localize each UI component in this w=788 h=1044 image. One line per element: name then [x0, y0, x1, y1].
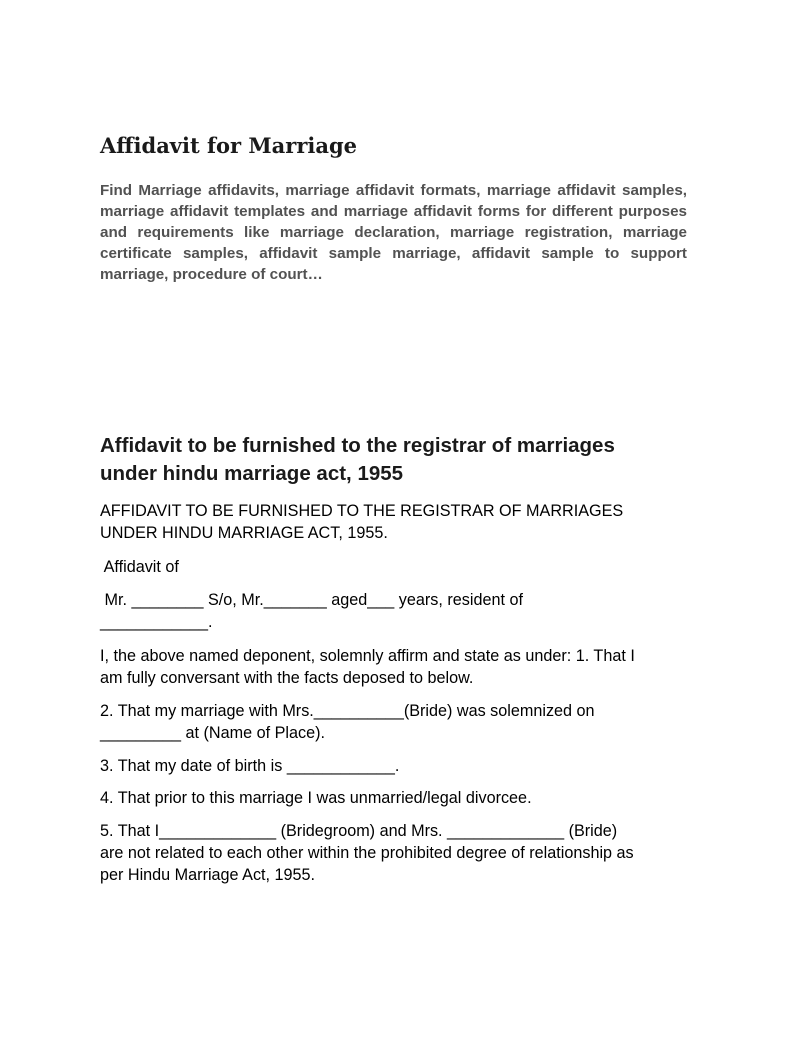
declaration-line-2: am fully conversant with the facts deposed to below.: [100, 669, 474, 687]
item-4-paragraph: [100, 787, 700, 809]
section-heading-line-1: Affidavit to be furnished to the registrar of marriages: [100, 434, 615, 457]
declaration-paragraph: [100, 645, 700, 689]
item-4-text: 4. That prior to this marriage I was unmarried/legal divorcee.: [100, 789, 532, 807]
item-3-paragraph: [100, 755, 700, 777]
caps-heading-line-1: AFFIDAVIT TO BE FURNISHED TO THE REGISTRAR OF MARRIAGES: [100, 502, 624, 520]
deponent-details-line-2: ____________.: [100, 613, 213, 631]
affidavit-of-text: Affidavit of: [100, 558, 179, 576]
item-5-paragraph: [100, 820, 700, 886]
item-2-line-1: 2. That my marriage with Mrs.__________(Bride) was solemnized on: [100, 702, 595, 720]
item-2-paragraph: [100, 700, 700, 744]
section-heading-line-2: under hindu marriage act, 1955: [100, 462, 404, 485]
document-title: Affidavit for Marriage: [100, 133, 358, 158]
item-5-line-2: are not related to each other within the prohibited degree of relationship as: [100, 844, 634, 862]
deponent-details-line-1: Mr. ________ S/o, Mr._______ aged___ years, resident of: [100, 591, 523, 609]
declaration-line-1: I, the above named deponent, solemnly affirm and state as under: 1. That I: [100, 647, 635, 665]
caps-heading-line-2: UNDER HINDU MARRIAGE ACT, 1955.: [100, 524, 388, 542]
deponent-details: [100, 589, 700, 633]
caps-heading: [100, 500, 700, 544]
affidavit-of-label: [100, 556, 700, 578]
section-heading: [100, 432, 720, 488]
item-3-text: 3. That my date of birth is ____________.: [100, 757, 400, 775]
item-5-line-1: 5. That I_____________ (Bridegroom) and Mrs. _____________ (Bride): [100, 822, 618, 840]
intro-paragraph: Find Marriage affidavits, marriage affidavit formats, marriage affidavit samples, marriage affidavit templates and marriage affidavit forms for different purposes and requirements like marriage declaration, marriage registration, marriage certificate samples, affidavit sample marriage, affidavit sample to support marriage, procedure of court…: [100, 182, 687, 283]
item-5-line-3: per Hindu Marriage Act, 1955.: [100, 866, 316, 884]
item-2-line-2: _________ at (Name of Place).: [100, 724, 325, 742]
